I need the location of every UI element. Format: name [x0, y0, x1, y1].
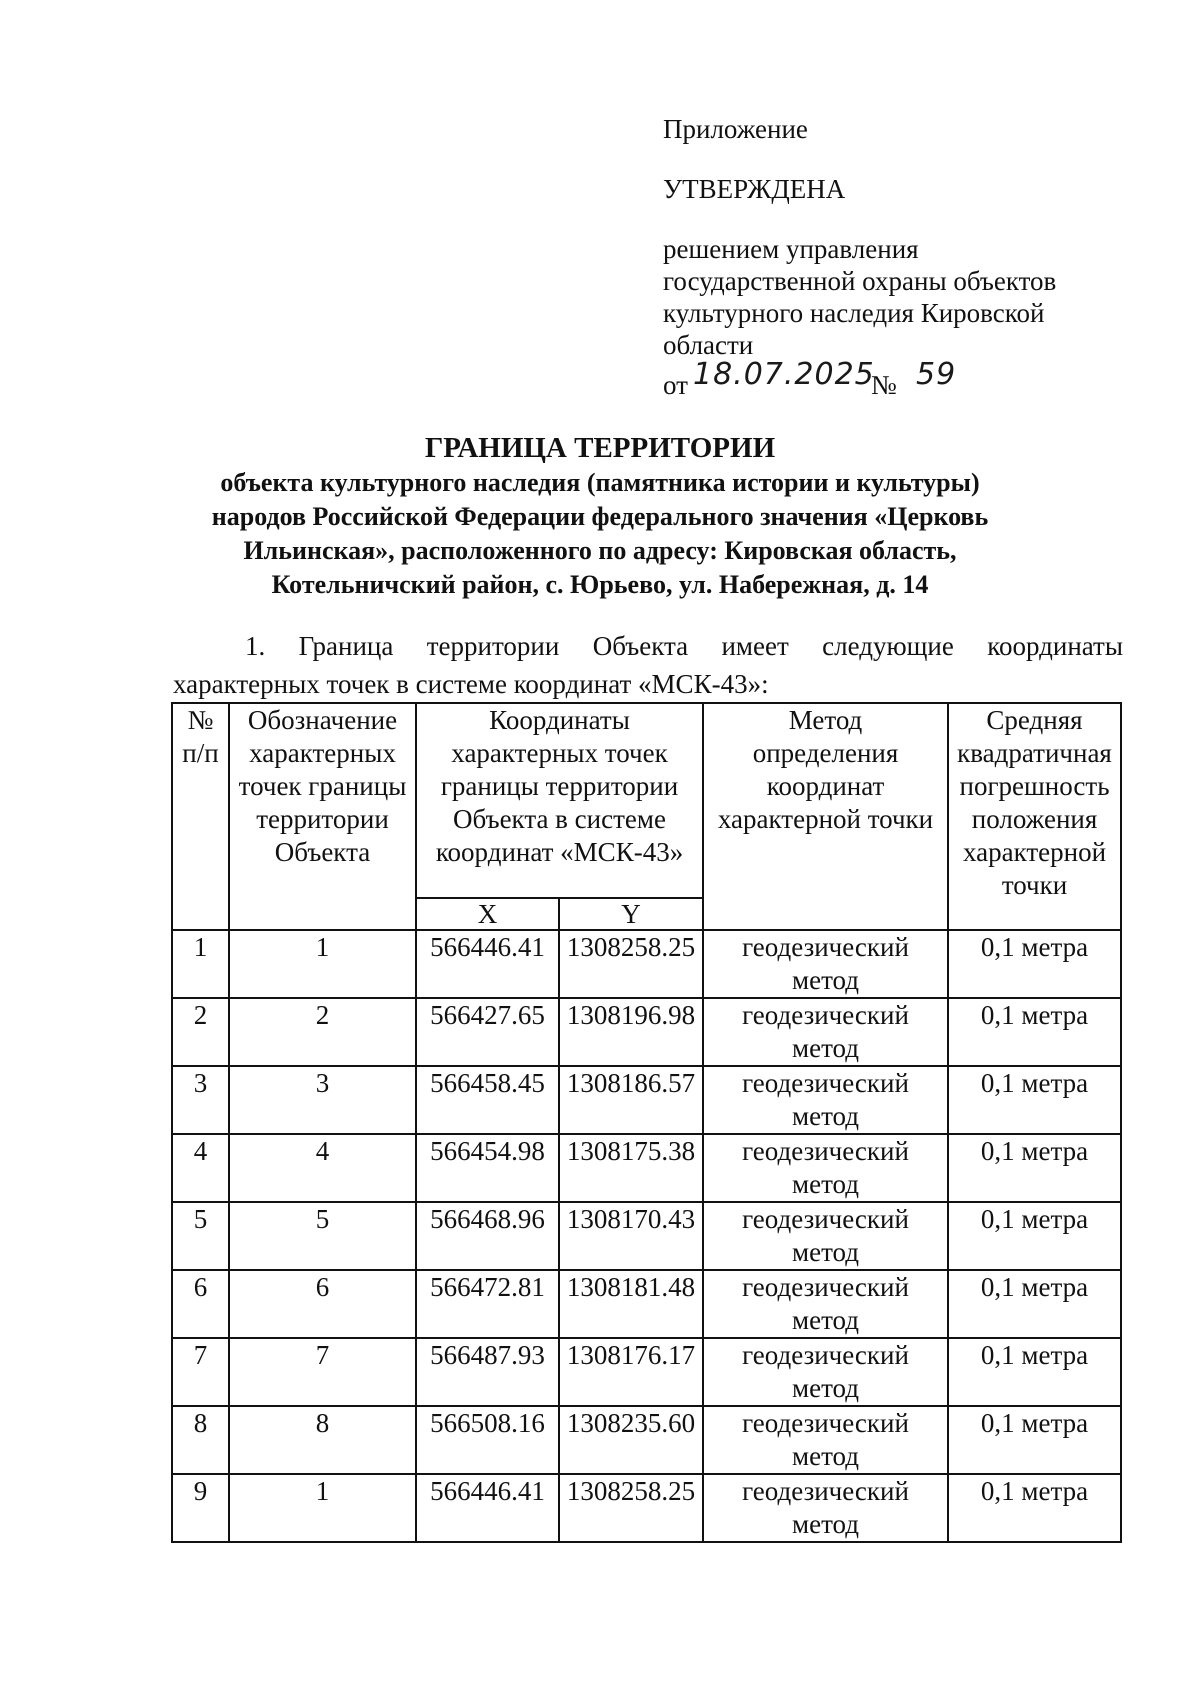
cell-y: 1308181.48 — [559, 1270, 703, 1338]
cell-method — [703, 998, 948, 1066]
cell-number: 4 — [172, 1134, 229, 1202]
cell-method — [703, 1474, 948, 1542]
cell-y: 1308235.60 — [559, 1406, 703, 1474]
cell-method — [703, 1406, 948, 1474]
method-text: геодезический — [742, 1340, 909, 1370]
table-header-row — [172, 703, 1121, 898]
cell-method — [703, 1202, 948, 1270]
cell-error: 0,1 метра — [948, 1202, 1121, 1270]
title-line: объекта культурного наследия (памятника истории и культуры) — [220, 468, 980, 497]
method-text: метод — [792, 1441, 859, 1471]
header-text: положения — [971, 804, 1098, 834]
table-row — [172, 1270, 1121, 1338]
cell-method — [703, 1338, 948, 1406]
header-text: точки — [1001, 870, 1068, 900]
header-text: характерных — [249, 738, 396, 768]
method-text: метод — [792, 1373, 859, 1403]
header-coordinates — [416, 703, 703, 898]
cell-y: 1308176.17 — [559, 1338, 703, 1406]
cell-number: 9 — [172, 1474, 229, 1542]
cell-x: 566446.41 — [416, 1474, 559, 1542]
header-error — [948, 703, 1121, 930]
cell-error: 0,1 метра — [948, 1134, 1121, 1202]
cell-point: 7 — [229, 1338, 416, 1406]
cell-method — [703, 930, 948, 998]
date-number-line — [663, 357, 1103, 403]
header-text: Средняя — [986, 705, 1083, 735]
method-text: геодезический — [742, 1272, 909, 1302]
cell-y: 1308175.38 — [559, 1134, 703, 1202]
method-text: метод — [792, 1237, 859, 1267]
decision-line: решением управления — [663, 234, 919, 264]
cell-x: 566468.96 — [416, 1202, 559, 1270]
method-text: метод — [792, 1509, 859, 1539]
header-x: X — [416, 898, 559, 930]
approval-block — [663, 113, 1103, 403]
cell-point: 1 — [229, 930, 416, 998]
decision-line: культурного наследия Кировской — [663, 298, 1045, 328]
cell-method — [703, 1270, 948, 1338]
approved-label: УТВЕРЖДЕНА — [663, 174, 846, 204]
header-text: координат — [766, 771, 885, 801]
table-row — [172, 930, 1121, 998]
title-heading: ГРАНИЦА ТЕРРИТОРИИ — [424, 432, 776, 464]
header-text: границы территории — [440, 771, 679, 801]
header-text: определения — [752, 738, 899, 768]
table-row — [172, 1474, 1121, 1542]
cell-point: 8 — [229, 1406, 416, 1474]
header-text: Координаты — [489, 705, 630, 735]
method-text: метод — [792, 965, 859, 995]
header-text: координат «МСК-43» — [435, 837, 684, 867]
method-text: геодезический — [742, 1408, 909, 1438]
cell-point: 2 — [229, 998, 416, 1066]
decision-line: области — [663, 330, 754, 360]
table-row — [172, 1134, 1121, 1202]
cell-number: 8 — [172, 1406, 229, 1474]
cell-x: 566454.98 — [416, 1134, 559, 1202]
cell-x: 566487.93 — [416, 1338, 559, 1406]
paragraph-line: 1. Граница территории Объекта имеет следующие координаты — [245, 631, 1123, 661]
body-paragraph — [173, 627, 1123, 703]
method-text: метод — [792, 1305, 859, 1335]
method-text: геодезический — [742, 1068, 909, 1098]
cell-number: 1 — [172, 930, 229, 998]
method-text: геодезический — [742, 1136, 909, 1166]
cell-point: 5 — [229, 1202, 416, 1270]
cell-y: 1308170.43 — [559, 1202, 703, 1270]
table-row — [172, 998, 1121, 1066]
header-text: Объекта в системе — [453, 804, 666, 834]
title-line: Ильинская», расположенного по адресу: Кировская область, — [243, 536, 957, 565]
header-number — [172, 703, 229, 930]
handwritten-number: 59 — [916, 357, 957, 392]
cell-x: 566458.45 — [416, 1066, 559, 1134]
appendix-label: Приложение — [663, 114, 808, 144]
header-text: Объекта — [274, 837, 371, 867]
cell-number: 6 — [172, 1270, 229, 1338]
cell-point: 3 — [229, 1066, 416, 1134]
table-row — [172, 1202, 1121, 1270]
cell-y: 1308258.25 — [559, 1474, 703, 1542]
method-text: геодезический — [742, 932, 909, 962]
number-prefix: № — [871, 370, 897, 400]
method-text: геодезический — [742, 1476, 909, 1506]
header-text: Метод — [788, 705, 863, 735]
cell-error: 0,1 метра — [948, 1338, 1121, 1406]
coordinates-table — [171, 702, 1122, 1543]
title-line: Котельничский район, с. Юрьево, ул. Набережная, д. 14 — [271, 570, 929, 599]
paragraph-line: характерных точек в системе координат «МСК-43»: — [173, 669, 769, 699]
cell-error: 0,1 метра — [948, 1066, 1121, 1134]
cell-error: 0,1 метра — [948, 1474, 1121, 1542]
decision-line: государственной охраны объектов — [663, 266, 1057, 296]
header-y: Y — [559, 898, 703, 930]
table-row — [172, 1066, 1121, 1134]
cell-y: 1308258.25 — [559, 930, 703, 998]
date-prefix: от — [663, 370, 688, 400]
cell-x: 566446.41 — [416, 930, 559, 998]
cell-error: 0,1 метра — [948, 1270, 1121, 1338]
cell-y: 1308196.98 — [559, 998, 703, 1066]
cell-error: 0,1 метра — [948, 930, 1121, 998]
cell-number: 5 — [172, 1202, 229, 1270]
table-row — [172, 1338, 1121, 1406]
method-text: метод — [792, 1101, 859, 1131]
header-method — [703, 703, 948, 930]
header-text: Обозначение — [247, 705, 398, 735]
cell-x: 566472.81 — [416, 1270, 559, 1338]
header-text: точек границы — [238, 771, 407, 801]
header-text: территории — [256, 804, 389, 834]
cell-point: 6 — [229, 1270, 416, 1338]
header-text: погрешность — [959, 771, 1110, 801]
method-text: геодезический — [742, 1204, 909, 1234]
cell-number: 3 — [172, 1066, 229, 1134]
header-text: № — [187, 705, 214, 735]
document-title — [150, 430, 1050, 602]
header-text: п/п — [182, 738, 219, 768]
cell-method — [703, 1134, 948, 1202]
method-text: геодезический — [742, 1000, 909, 1030]
header-designation — [229, 703, 416, 930]
title-line: народов Российской Федерации федерального значения «Церковь — [211, 502, 989, 531]
cell-number: 2 — [172, 998, 229, 1066]
cell-error: 0,1 метра — [948, 998, 1121, 1066]
header-text: характерных точек — [451, 738, 668, 768]
method-text: метод — [792, 1033, 859, 1063]
method-text: метод — [792, 1169, 859, 1199]
header-text: квадратичная — [957, 738, 1112, 768]
cell-point: 1 — [229, 1474, 416, 1542]
header-text: характерной — [962, 837, 1107, 867]
cell-method — [703, 1066, 948, 1134]
header-text: характерной точки — [717, 804, 934, 834]
cell-number: 7 — [172, 1338, 229, 1406]
cell-x: 566508.16 — [416, 1406, 559, 1474]
table-row — [172, 1406, 1121, 1474]
handwritten-date: 18.07.2025 — [693, 357, 875, 392]
cell-x: 566427.65 — [416, 998, 559, 1066]
cell-point: 4 — [229, 1134, 416, 1202]
cell-y: 1308186.57 — [559, 1066, 703, 1134]
cell-error: 0,1 метра — [948, 1406, 1121, 1474]
